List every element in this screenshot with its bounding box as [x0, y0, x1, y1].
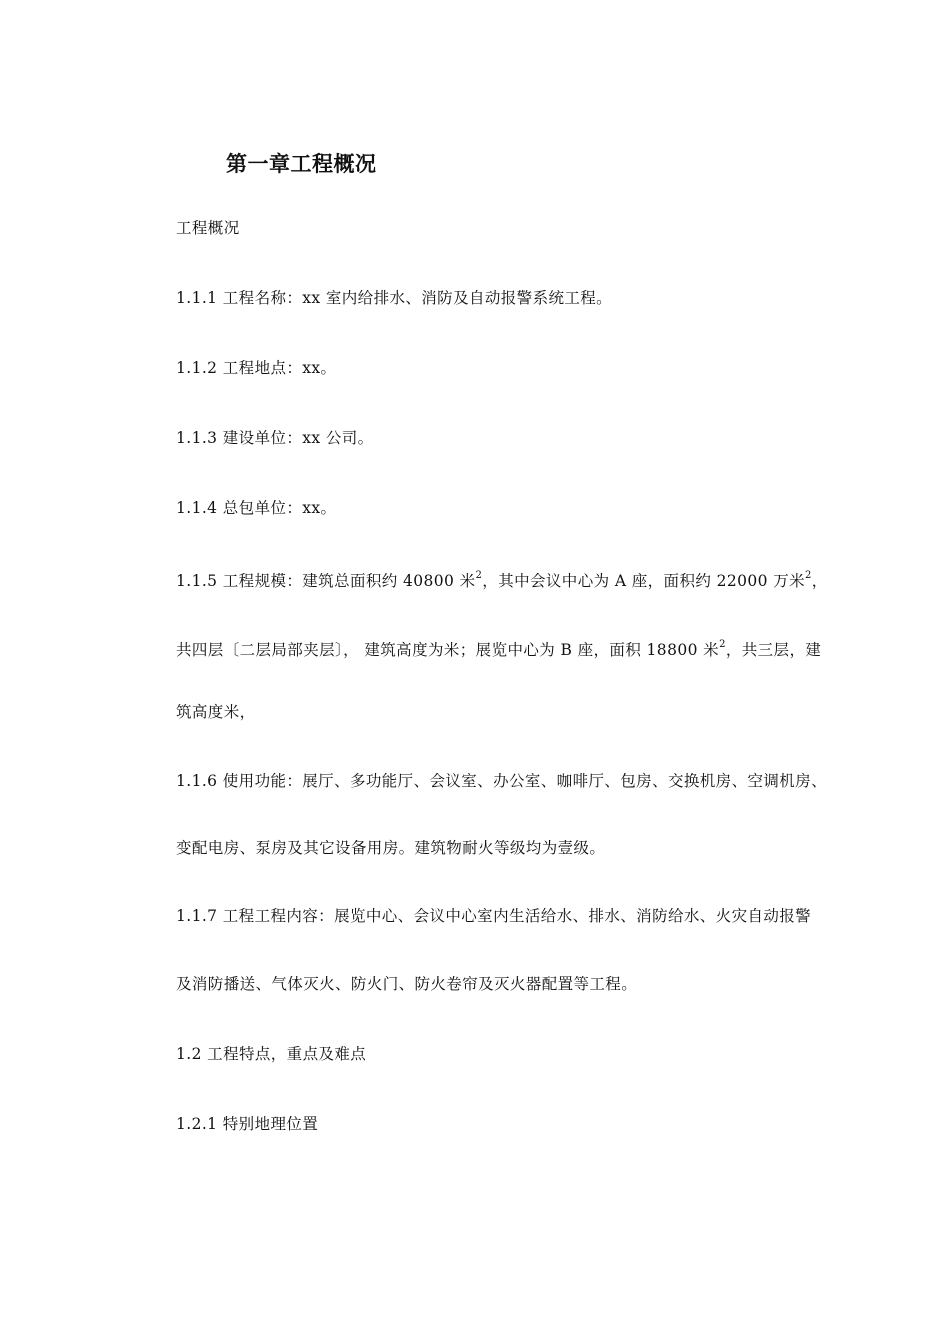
item-1-1-7-line-1: 1.1.7 工程工程内容：展览中心、会议中心室内生活给水、排水、消防给水、火灾自动报警 [176, 907, 812, 925]
section-heading: 工程概况 [176, 219, 240, 237]
item-1-1-5-line-2 [176, 637, 821, 660]
item-1-1-4: 1.1.4 总包单位：xx。 [176, 499, 337, 517]
item-1-1-7-line-2: 及消防播送、气体灭火、防火门、防火卷帘及灭火器配置等工程。 [176, 975, 638, 993]
item-1-1-2: 1.1.2 工程地点：xx。 [176, 359, 337, 377]
item-1-1-5-text-c: ， [811, 572, 828, 591]
item-1-2: 1.2 工程特点，重点及难点 [176, 1045, 367, 1063]
item-1-1-3: 1.1.3 建设单位：xx 公司。 [176, 429, 374, 447]
item-1-2-1: 1.2.1 特别地理位置 [176, 1115, 319, 1133]
item-1-1-5-line-1 [176, 568, 828, 591]
item-1-1-5-text-a: 1.1.5 工程规模：建筑总面积约 40800 米 [176, 572, 476, 591]
superscript-2: 2 [719, 639, 726, 650]
superscript-2: 2 [475, 570, 483, 581]
item-1-1-6-line-1: 1.1.6 使用功能：展厅、多功能厅、会议室、办公室、咖啡厅、包房、交换机房、空调机房、 [176, 772, 827, 790]
item-1-1-5-line-3: 筑高度米， [176, 703, 256, 721]
item-1-1-5-text-b: ，其中会议中心为 A 座，面积约 22000 万米 [482, 572, 806, 591]
item-1-1-1: 1.1.1 工程名称：xx 室内给排水、消防及自动报警系统工程。 [176, 289, 613, 307]
item-1-1-5-text-d: 共四层〔二层局部夹层〕， 建筑高度为米；展览中心为 B 座，面积 18800 米 [176, 641, 720, 660]
item-1-1-5-text-e: ，共三层，建 [725, 641, 822, 660]
item-1-1-6-line-2: 变配电房、泵房及其它设备用房。建筑物耐火等级均为壹级。 [176, 839, 606, 857]
chapter-title: 第一章工程概况 [226, 152, 377, 176]
superscript-2: 2 [805, 570, 812, 581]
